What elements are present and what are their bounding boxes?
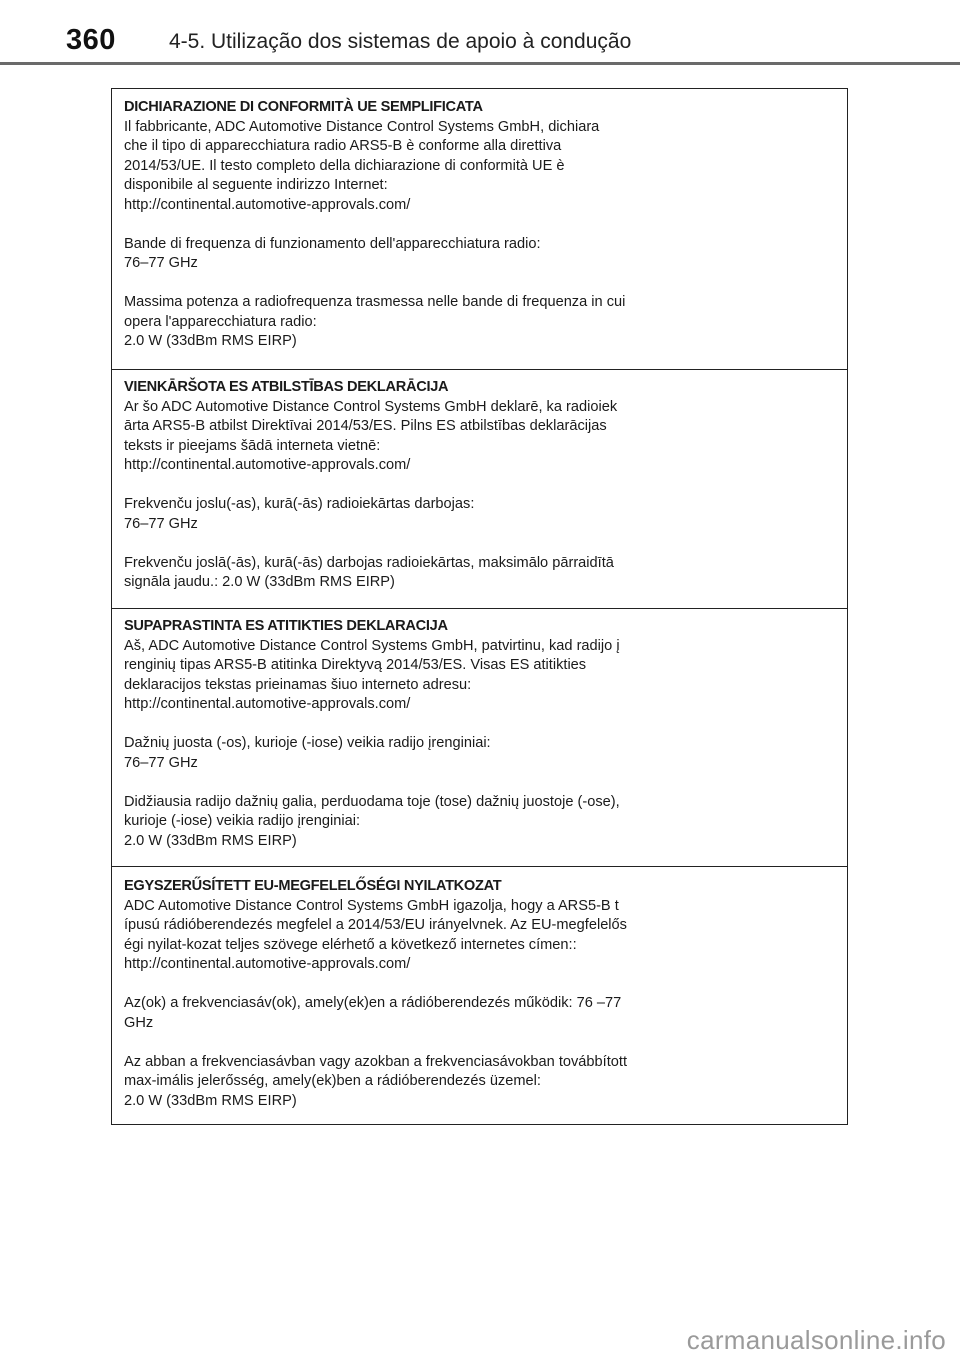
section-body xyxy=(124,398,835,593)
text-line: 2.0 W (33dBm RMS EIRP) xyxy=(124,1092,297,1109)
text-line: 76–77 GHz xyxy=(124,754,198,771)
text-line: 76–77 GHz xyxy=(124,515,198,532)
text-line: http://continental.automotive-approvals.com/ xyxy=(124,196,411,213)
text-line: Az abban a frekvenciasávban vagy azokban a frekvenciasávokban továbbított xyxy=(124,1053,627,1070)
paragraph-gap xyxy=(124,1033,835,1053)
text-line: Massima potenza a radiofrequenza trasmessa nelle bande di frequenza in cui xyxy=(124,294,626,310)
section-body xyxy=(124,897,835,1112)
paragraph-gap xyxy=(124,274,835,294)
text-line: égi nyilat-kozat teljes szövege elérhető a következő internetes címen:: xyxy=(124,936,577,953)
chapter-title: 4-5. Utilização dos sistemas de apoio à condução xyxy=(169,30,632,53)
text-line: http://continental.automotive-approvals.com/ xyxy=(124,956,411,972)
text-line: che il tipo di apparecchiatura radio ARS5-B è conforme alla direttiva xyxy=(124,138,562,154)
text-line: max-imális jelerősség, amely(ek)ben a rádióberendezés üzemel: xyxy=(124,1073,541,1089)
watermark: carmanualsonline.info xyxy=(686,1325,946,1355)
paragraph-gap xyxy=(124,773,835,793)
section-body xyxy=(124,118,835,352)
text-line: Dažnių juosta (-os), kurioje (-iose) veikia radijo įrenginiai: xyxy=(124,735,491,751)
section-title: VIENKĀRŠOTA ES ATBILSTĪBAS DEKLARĀCIJA xyxy=(124,379,449,395)
text-line: GHz xyxy=(124,1014,154,1031)
declaration-section-hungarian xyxy=(112,867,847,1125)
paragraph-gap xyxy=(124,715,835,735)
text-line: Il fabbricante, ADC Automotive Distance Control Systems GmbH, dichiara xyxy=(124,118,600,135)
header-rule xyxy=(0,62,960,65)
text-line: ADC Automotive Distance Control Systems GmbH igazolja, hogy a ARS5-B t xyxy=(124,897,619,914)
text-line: 2014/53/UE. Il testo completo della dichiarazione di conformità UE è xyxy=(124,157,565,174)
text-line: opera l'apparecchiatura radio: xyxy=(124,313,317,330)
paragraph-gap xyxy=(124,476,835,496)
section-title: SUPAPRASTINTA ES ATITIKTIES DEKLARACIJA xyxy=(124,618,448,634)
text-line: ípusú rádióberendezés megfelel a 2014/53/EU irányelvnek. Az EU-megfelelős xyxy=(124,917,627,933)
text-line: Ar šo ADC Automotive Distance Control Systems GmbH deklarē, ka radioiek xyxy=(124,398,618,415)
text-line: deklaracijos tekstas prieinamas šiuo interneto adresu: xyxy=(124,676,472,693)
text-line: renginių tipas ARS5-B atitinka Direktyvą 2014/53/ES. Visas ES atitikties xyxy=(124,657,587,673)
text-line: Frekvenču joslā(-ās), kurā(-ās) darbojas radioiekārtas, maksimālo pārraidītā xyxy=(124,554,614,571)
text-line: disponibile al seguente indirizzo Internet: xyxy=(124,177,388,193)
text-line: teksts ir pieejams šādā interneta vietnē: xyxy=(124,437,381,454)
text-line: 76–77 GHz xyxy=(124,255,198,271)
text-line: 2.0 W (33dBm RMS EIRP) xyxy=(124,832,297,849)
section-body xyxy=(124,637,835,852)
declarations-box xyxy=(111,88,848,1125)
text-line: Bande di frequenza di funzionamento dell'apparecchiatura radio: xyxy=(124,235,541,252)
text-line: ārta ARS5-B atbilst Direktīvai 2014/53/ES. Pilns ES atbilstības deklarācijas xyxy=(124,418,607,434)
text-line: Didžiausia radijo dažnių galia, perduodama toje (tose) dažnių juostoje (-ose), xyxy=(124,793,620,810)
page-header xyxy=(0,0,960,66)
section-title: DICHIARAZIONE DI CONFORMITÀ UE SEMPLIFICATA xyxy=(124,99,483,115)
text-line: http://continental.automotive-approvals.com/ xyxy=(124,457,411,473)
text-line: kurioje (-iose) veikia radijo įrenginiai: xyxy=(124,813,361,829)
text-line: http://continental.automotive-approvals.com/ xyxy=(124,696,411,712)
paragraph-gap xyxy=(124,975,835,995)
section-title: EGYSZERŰSÍTETT EU-MEGFELELŐSÉGI NYILATKOZAT xyxy=(124,878,502,894)
declaration-section-lithuanian xyxy=(112,609,847,867)
text-line: 2.0 W (33dBm RMS EIRP) xyxy=(124,333,297,349)
paragraph-gap xyxy=(124,215,835,235)
paragraph-gap xyxy=(124,534,835,554)
text-line: Aš, ADC Automotive Distance Control Systems GmbH, patvirtinu, kad radijo į xyxy=(124,637,620,654)
page-number: 360 xyxy=(66,24,116,56)
text-line: Frekvenču joslu(-as), kurā(-ās) radioiekārtas darbojas: xyxy=(124,496,475,512)
declaration-section-latvian xyxy=(112,370,847,609)
declaration-section-italian xyxy=(112,89,847,370)
text-line: Az(ok) a frekvenciasáv(ok), amely(ek)en a rádióberendezés működik: 76 –77 xyxy=(124,995,622,1011)
text-line: signāla jaudu.: 2.0 W (33dBm RMS EIRP) xyxy=(124,574,395,590)
